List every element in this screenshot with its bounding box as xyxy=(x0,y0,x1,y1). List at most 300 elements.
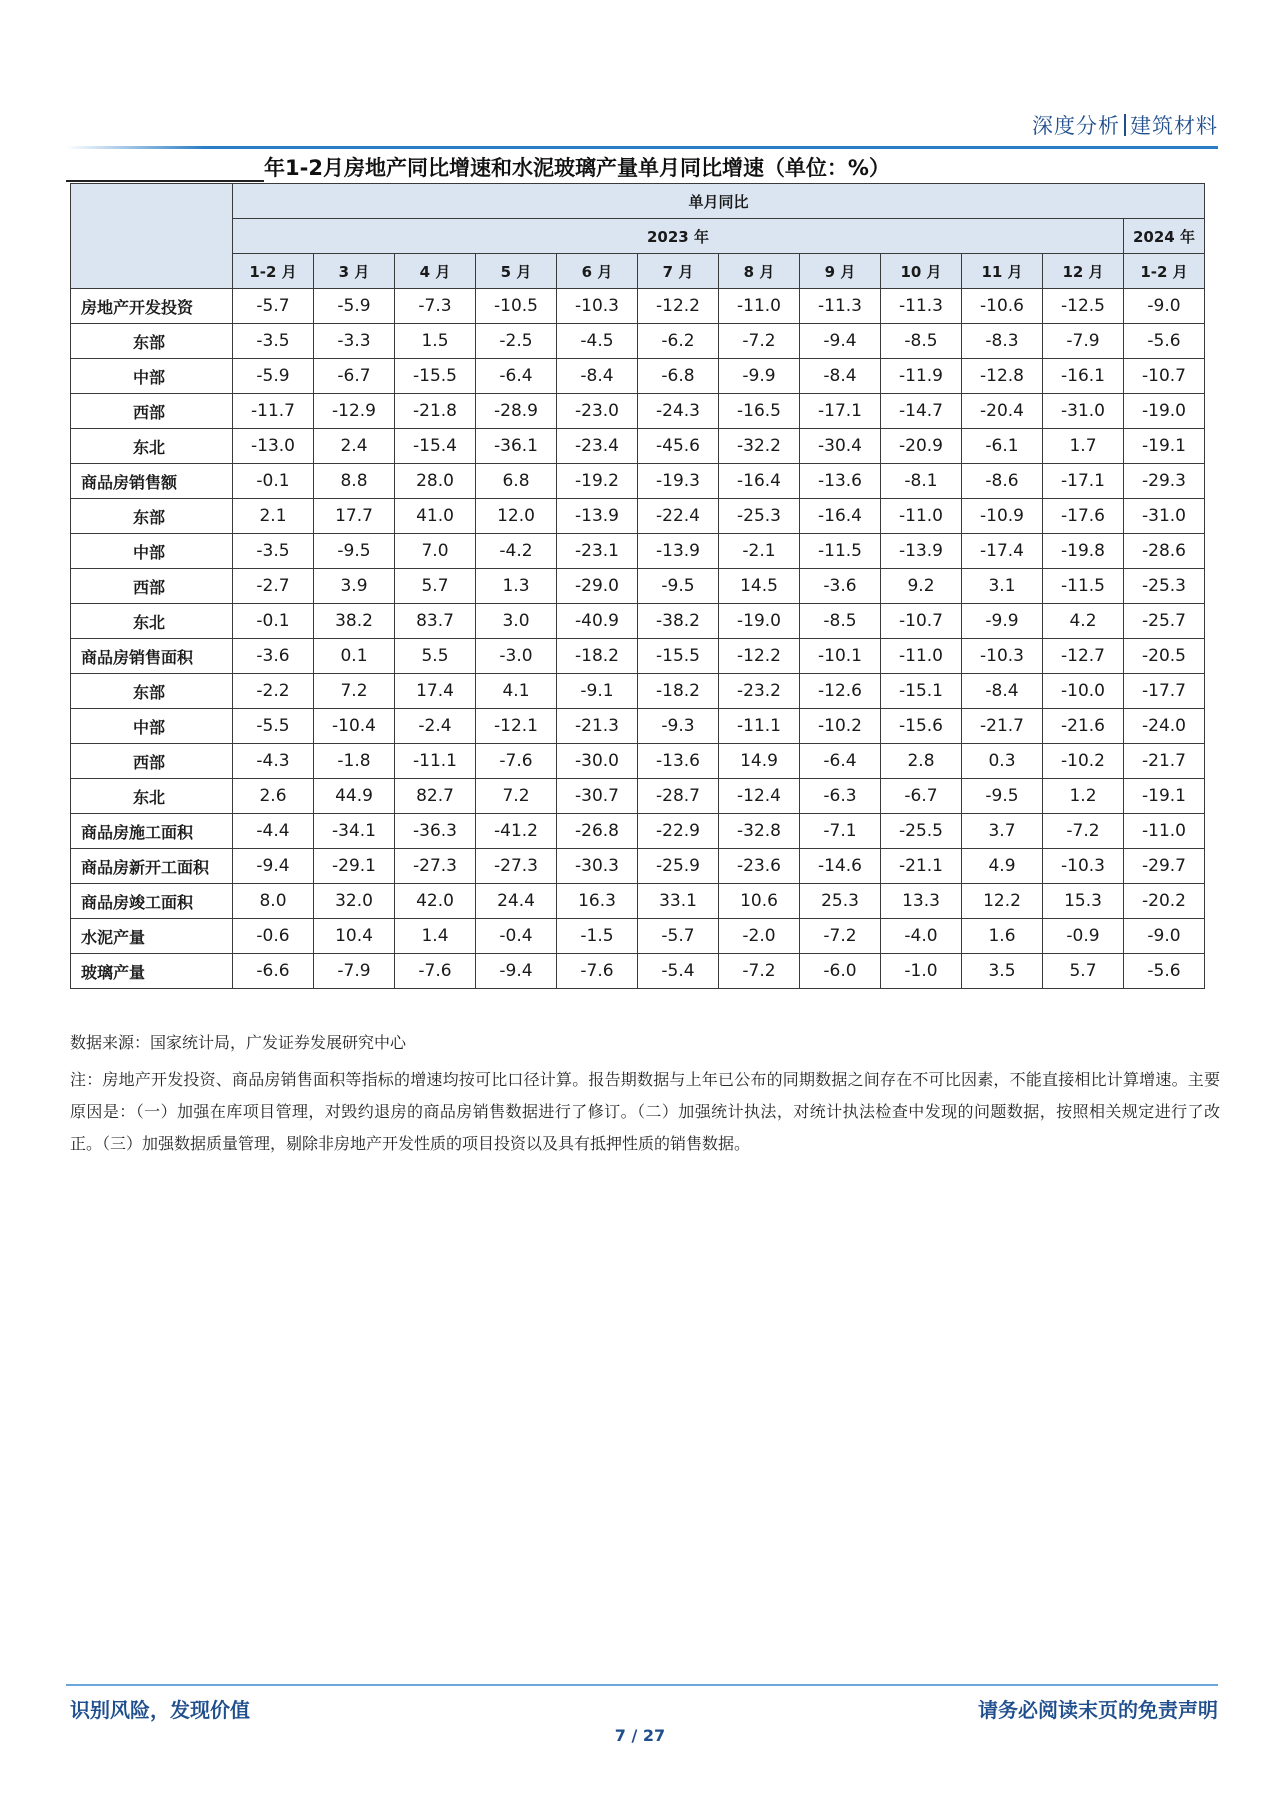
table-caption: 年1-2月房地产同比增速和水泥玻璃产量单月同比增速（单位：%） xyxy=(264,156,890,180)
value-cell: 5.7 xyxy=(1043,954,1124,989)
value-cell: -9.4 xyxy=(233,849,314,884)
value-cell: -11.0 xyxy=(719,289,800,324)
row-label: 西部 xyxy=(71,394,233,429)
header-divider xyxy=(1124,114,1126,136)
value-cell: -10.3 xyxy=(1043,849,1124,884)
value-cell: -9.4 xyxy=(800,324,881,359)
value-cell: -19.1 xyxy=(1124,779,1205,814)
value-cell: -30.4 xyxy=(800,429,881,464)
value-cell: -31.0 xyxy=(1043,394,1124,429)
value-cell: 9.2 xyxy=(881,569,962,604)
value-cell: -16.4 xyxy=(800,499,881,534)
value-cell: -6.4 xyxy=(800,744,881,779)
value-cell: 28.0 xyxy=(395,464,476,499)
table-row xyxy=(71,464,1205,499)
value-cell: -9.9 xyxy=(719,359,800,394)
value-cell: -2.1 xyxy=(719,534,800,569)
value-cell: -7.6 xyxy=(395,954,476,989)
value-cell: -11.1 xyxy=(395,744,476,779)
corner-cell xyxy=(71,184,233,289)
value-cell: -19.0 xyxy=(1124,394,1205,429)
value-cell: -12.4 xyxy=(719,779,800,814)
header-sector: 建筑材料 xyxy=(1130,114,1218,138)
footer-disclaimer: 请务必阅读末页的免责声明 xyxy=(978,1698,1218,1722)
value-cell: -12.7 xyxy=(1043,639,1124,674)
value-cell: -31.0 xyxy=(1124,499,1205,534)
row-label: 商品房竣工面积 xyxy=(71,884,233,919)
value-cell: -29.1 xyxy=(314,849,395,884)
value-cell: -21.6 xyxy=(1043,709,1124,744)
value-cell: 4.9 xyxy=(962,849,1043,884)
month-header: 7 月 xyxy=(638,254,719,289)
value-cell: -3.0 xyxy=(476,639,557,674)
value-cell: -8.6 xyxy=(962,464,1043,499)
value-cell: -7.9 xyxy=(314,954,395,989)
value-cell: -6.8 xyxy=(638,359,719,394)
row-label: 中部 xyxy=(71,534,233,569)
value-cell: -26.8 xyxy=(557,814,638,849)
value-cell: -5.4 xyxy=(638,954,719,989)
footer-slogan: 识别风险，发现价值 xyxy=(70,1698,250,1722)
table-row xyxy=(71,849,1205,884)
value-cell: -27.3 xyxy=(395,849,476,884)
value-cell: -11.3 xyxy=(881,289,962,324)
value-cell: -12.8 xyxy=(962,359,1043,394)
value-cell: 2.4 xyxy=(314,429,395,464)
value-cell: -7.1 xyxy=(800,814,881,849)
value-cell: -9.4 xyxy=(476,954,557,989)
value-cell: -23.1 xyxy=(557,534,638,569)
value-cell: -29.3 xyxy=(1124,464,1205,499)
month-header: 1-2 月 xyxy=(233,254,314,289)
value-cell: -11.5 xyxy=(1043,569,1124,604)
value-cell: -13.6 xyxy=(638,744,719,779)
row-label: 东部 xyxy=(71,674,233,709)
value-cell: -10.4 xyxy=(314,709,395,744)
value-cell: -15.5 xyxy=(638,639,719,674)
value-cell: -9.5 xyxy=(962,779,1043,814)
value-cell: -6.1 xyxy=(962,429,1043,464)
table-row xyxy=(71,709,1205,744)
value-cell: 82.7 xyxy=(395,779,476,814)
value-cell: -14.7 xyxy=(881,394,962,429)
value-cell: -28.9 xyxy=(476,394,557,429)
value-cell: -25.3 xyxy=(719,499,800,534)
value-cell: -30.0 xyxy=(557,744,638,779)
value-cell: -10.0 xyxy=(1043,674,1124,709)
value-cell: -32.8 xyxy=(719,814,800,849)
value-cell: -4.2 xyxy=(476,534,557,569)
value-cell: -10.7 xyxy=(1124,359,1205,394)
value-cell: -21.8 xyxy=(395,394,476,429)
month-header: 12 月 xyxy=(1043,254,1124,289)
value-cell: -27.3 xyxy=(476,849,557,884)
month-header: 10 月 xyxy=(881,254,962,289)
row-label: 中部 xyxy=(71,359,233,394)
value-cell: -29.7 xyxy=(1124,849,1205,884)
value-cell: -6.0 xyxy=(800,954,881,989)
table-row xyxy=(71,359,1205,394)
value-cell: -29.0 xyxy=(557,569,638,604)
value-cell: -11.0 xyxy=(881,499,962,534)
value-cell: -7.9 xyxy=(1043,324,1124,359)
page-number: 7 / 27 xyxy=(614,1726,666,1745)
value-cell: 15.3 xyxy=(1043,884,1124,919)
value-cell: -4.0 xyxy=(881,919,962,954)
year-2024-header: 2024 年 xyxy=(1124,219,1205,254)
value-cell: -17.1 xyxy=(800,394,881,429)
value-cell: 24.4 xyxy=(476,884,557,919)
value-cell: 42.0 xyxy=(395,884,476,919)
row-label: 商品房销售面积 xyxy=(71,639,233,674)
value-cell: 2.6 xyxy=(233,779,314,814)
value-cell: -12.2 xyxy=(638,289,719,324)
value-cell: 8.8 xyxy=(314,464,395,499)
value-cell: 3.5 xyxy=(962,954,1043,989)
header-category: 深度分析 xyxy=(1032,114,1120,138)
value-cell: 12.0 xyxy=(476,499,557,534)
value-cell: -12.1 xyxy=(476,709,557,744)
value-cell: -25.3 xyxy=(1124,569,1205,604)
value-cell: -0.6 xyxy=(233,919,314,954)
value-cell: -15.4 xyxy=(395,429,476,464)
value-cell: -38.2 xyxy=(638,604,719,639)
value-cell: -9.9 xyxy=(962,604,1043,639)
value-cell: -10.3 xyxy=(962,639,1043,674)
value-cell: -24.0 xyxy=(1124,709,1205,744)
month-header: 8 月 xyxy=(719,254,800,289)
value-cell: -19.0 xyxy=(719,604,800,639)
value-cell: -8.5 xyxy=(800,604,881,639)
table-note: 注：房地产开发投资、商品房销售面积等指标的增速均按可比口径计算。报告期数据与上年已公布的同期数据之间存在不可比因素，不能直接相比计算增速。主要原因是：（一）加强在库项目管理，对毁约退房的商品房销售数据进行了修订。（二）加强统计执法，对统计执法检查中发现的问题数据，按照相关规定进行了改正。（三）加强数据质量管理，剔除非房地产开发性质的项目投资以及具有抵押性质的销售数据。 xyxy=(70,1070,1220,1153)
value-cell: -2.7 xyxy=(233,569,314,604)
value-cell: 1.6 xyxy=(962,919,1043,954)
value-cell: -8.4 xyxy=(800,359,881,394)
value-cell: -23.4 xyxy=(557,429,638,464)
value-cell: -8.4 xyxy=(557,359,638,394)
value-cell: -15.6 xyxy=(881,709,962,744)
value-cell: -17.7 xyxy=(1124,674,1205,709)
value-cell: -5.6 xyxy=(1124,324,1205,359)
value-cell: -11.0 xyxy=(881,639,962,674)
value-cell: -7.2 xyxy=(719,954,800,989)
value-cell: -11.5 xyxy=(800,534,881,569)
value-cell: -10.3 xyxy=(557,289,638,324)
row-label: 西部 xyxy=(71,569,233,604)
month-header: 5 月 xyxy=(476,254,557,289)
value-cell: -10.6 xyxy=(962,289,1043,324)
value-cell: -13.0 xyxy=(233,429,314,464)
value-cell: 0.1 xyxy=(314,639,395,674)
value-cell: -21.7 xyxy=(962,709,1043,744)
value-cell: -6.7 xyxy=(881,779,962,814)
value-cell: 7.2 xyxy=(476,779,557,814)
value-cell: -11.1 xyxy=(719,709,800,744)
table-row xyxy=(71,639,1205,674)
value-cell: -17.6 xyxy=(1043,499,1124,534)
value-cell: 41.0 xyxy=(395,499,476,534)
footer-rule xyxy=(66,1684,1218,1686)
value-cell: -9.0 xyxy=(1124,919,1205,954)
value-cell: -8.5 xyxy=(881,324,962,359)
report-header xyxy=(1032,110,1218,140)
table-row xyxy=(71,919,1205,954)
value-cell: 1.7 xyxy=(1043,429,1124,464)
value-cell: -19.3 xyxy=(638,464,719,499)
row-label: 东北 xyxy=(71,429,233,464)
row-label: 商品房销售额 xyxy=(71,464,233,499)
value-cell: 7.0 xyxy=(395,534,476,569)
table-row xyxy=(71,534,1205,569)
value-cell: -2.2 xyxy=(233,674,314,709)
value-cell: -6.6 xyxy=(233,954,314,989)
row-label: 商品房施工面积 xyxy=(71,814,233,849)
value-cell: -12.6 xyxy=(800,674,881,709)
table-row xyxy=(71,394,1205,429)
row-label: 东部 xyxy=(71,324,233,359)
value-cell: -28.6 xyxy=(1124,534,1205,569)
value-cell: -7.3 xyxy=(395,289,476,324)
value-cell: -22.9 xyxy=(638,814,719,849)
value-cell: -3.5 xyxy=(233,324,314,359)
value-cell: -12.2 xyxy=(719,639,800,674)
data-source: 数据来源：国家统计局，广发证券发展研究中心 xyxy=(70,1033,407,1052)
value-cell: 44.9 xyxy=(314,779,395,814)
row-label: 商品房新开工面积 xyxy=(71,849,233,884)
value-cell: -16.5 xyxy=(719,394,800,429)
table-row xyxy=(71,604,1205,639)
row-label: 水泥产量 xyxy=(71,919,233,954)
value-cell: -45.6 xyxy=(638,429,719,464)
value-cell: 2.8 xyxy=(881,744,962,779)
value-cell: -28.7 xyxy=(638,779,719,814)
value-cell: -18.2 xyxy=(638,674,719,709)
value-cell: -8.3 xyxy=(962,324,1043,359)
value-cell: -9.3 xyxy=(638,709,719,744)
row-label: 东北 xyxy=(71,604,233,639)
value-cell: -6.7 xyxy=(314,359,395,394)
data-table xyxy=(70,183,1205,989)
month-header: 11 月 xyxy=(962,254,1043,289)
value-cell: 8.0 xyxy=(233,884,314,919)
value-cell: -16.4 xyxy=(719,464,800,499)
value-cell: -25.7 xyxy=(1124,604,1205,639)
value-cell: 12.2 xyxy=(962,884,1043,919)
table-row xyxy=(71,954,1205,989)
value-cell: -11.9 xyxy=(881,359,962,394)
value-cell: -20.9 xyxy=(881,429,962,464)
value-cell: -10.5 xyxy=(476,289,557,324)
value-cell: -34.1 xyxy=(314,814,395,849)
value-cell: -5.5 xyxy=(233,709,314,744)
value-cell: -7.2 xyxy=(1043,814,1124,849)
top-header: 单月同比 xyxy=(233,184,1205,219)
value-cell: -3.6 xyxy=(233,639,314,674)
value-cell: -11.0 xyxy=(1124,814,1205,849)
value-cell: -32.2 xyxy=(719,429,800,464)
value-cell: -23.6 xyxy=(719,849,800,884)
row-label: 东部 xyxy=(71,499,233,534)
value-cell: -6.2 xyxy=(638,324,719,359)
value-cell: -5.9 xyxy=(314,289,395,324)
month-header-row xyxy=(71,254,1205,289)
value-cell: -23.2 xyxy=(719,674,800,709)
value-cell: -30.3 xyxy=(557,849,638,884)
value-cell: -6.3 xyxy=(800,779,881,814)
value-cell: -13.9 xyxy=(881,534,962,569)
value-cell: 17.7 xyxy=(314,499,395,534)
value-cell: 5.7 xyxy=(395,569,476,604)
value-cell: -7.6 xyxy=(476,744,557,779)
value-cell: -1.5 xyxy=(557,919,638,954)
value-cell: -24.3 xyxy=(638,394,719,429)
value-cell: -0.1 xyxy=(233,604,314,639)
value-cell: 33.1 xyxy=(638,884,719,919)
month-header: 1-2 月 xyxy=(1124,254,1205,289)
value-cell: -14.6 xyxy=(800,849,881,884)
value-cell: -0.4 xyxy=(476,919,557,954)
value-cell: -13.9 xyxy=(557,499,638,534)
row-label: 西部 xyxy=(71,744,233,779)
value-cell: -1.8 xyxy=(314,744,395,779)
value-cell: 25.3 xyxy=(800,884,881,919)
value-cell: 5.5 xyxy=(395,639,476,674)
value-cell: 1.4 xyxy=(395,919,476,954)
value-cell: -4.4 xyxy=(233,814,314,849)
table-row xyxy=(71,324,1205,359)
year-2023-header: 2023 年 xyxy=(233,219,1124,254)
value-cell: -11.7 xyxy=(233,394,314,429)
value-cell: -5.9 xyxy=(233,359,314,394)
value-cell: -2.0 xyxy=(719,919,800,954)
value-cell: 3.9 xyxy=(314,569,395,604)
value-cell: -9.5 xyxy=(314,534,395,569)
caption-rule xyxy=(66,180,264,182)
value-cell: -7.2 xyxy=(719,324,800,359)
value-cell: 32.0 xyxy=(314,884,395,919)
value-cell: -23.0 xyxy=(557,394,638,429)
value-cell: -4.3 xyxy=(233,744,314,779)
value-cell: -36.1 xyxy=(476,429,557,464)
table-row xyxy=(71,814,1205,849)
value-cell: -11.3 xyxy=(800,289,881,324)
value-cell: -19.2 xyxy=(557,464,638,499)
value-cell: -21.7 xyxy=(1124,744,1205,779)
value-cell: -8.1 xyxy=(881,464,962,499)
value-cell: -25.9 xyxy=(638,849,719,884)
value-cell: 7.2 xyxy=(314,674,395,709)
value-cell: -25.5 xyxy=(881,814,962,849)
value-cell: -10.2 xyxy=(1043,744,1124,779)
value-cell: -9.0 xyxy=(1124,289,1205,324)
value-cell: -0.1 xyxy=(233,464,314,499)
value-cell: -3.6 xyxy=(800,569,881,604)
value-cell: -19.8 xyxy=(1043,534,1124,569)
value-cell: -10.1 xyxy=(800,639,881,674)
value-cell: -15.5 xyxy=(395,359,476,394)
value-cell: -10.7 xyxy=(881,604,962,639)
value-cell: 6.8 xyxy=(476,464,557,499)
value-cell: -20.2 xyxy=(1124,884,1205,919)
value-cell: -18.2 xyxy=(557,639,638,674)
value-cell: -5.6 xyxy=(1124,954,1205,989)
value-cell: 1.2 xyxy=(1043,779,1124,814)
value-cell: 14.9 xyxy=(719,744,800,779)
value-cell: 83.7 xyxy=(395,604,476,639)
value-cell: -0.9 xyxy=(1043,919,1124,954)
value-cell: -16.1 xyxy=(1043,359,1124,394)
value-cell: -10.9 xyxy=(962,499,1043,534)
value-cell: 13.3 xyxy=(881,884,962,919)
value-cell: 4.1 xyxy=(476,674,557,709)
value-cell: -15.1 xyxy=(881,674,962,709)
value-cell: -3.5 xyxy=(233,534,314,569)
value-cell: 2.1 xyxy=(233,499,314,534)
table-row xyxy=(71,429,1205,464)
value-cell: 1.3 xyxy=(476,569,557,604)
value-cell: -36.3 xyxy=(395,814,476,849)
value-cell: 17.4 xyxy=(395,674,476,709)
value-cell: 3.0 xyxy=(476,604,557,639)
value-cell: -22.4 xyxy=(638,499,719,534)
value-cell: 3.7 xyxy=(962,814,1043,849)
value-cell: -9.5 xyxy=(638,569,719,604)
value-cell: -5.7 xyxy=(638,919,719,954)
table-row xyxy=(71,674,1205,709)
value-cell: -7.2 xyxy=(800,919,881,954)
row-label: 玻璃产量 xyxy=(71,954,233,989)
value-cell: -17.4 xyxy=(962,534,1043,569)
table-row xyxy=(71,884,1205,919)
value-cell: 1.5 xyxy=(395,324,476,359)
month-header: 9 月 xyxy=(800,254,881,289)
value-cell: -9.1 xyxy=(557,674,638,709)
value-cell: 38.2 xyxy=(314,604,395,639)
table-row xyxy=(71,779,1205,814)
value-cell: -40.9 xyxy=(557,604,638,639)
value-cell: -12.9 xyxy=(314,394,395,429)
value-cell: -41.2 xyxy=(476,814,557,849)
value-cell: -13.6 xyxy=(800,464,881,499)
value-cell: -19.1 xyxy=(1124,429,1205,464)
value-cell: -12.5 xyxy=(1043,289,1124,324)
value-cell: -6.4 xyxy=(476,359,557,394)
value-cell: -30.7 xyxy=(557,779,638,814)
table-body xyxy=(71,289,1205,989)
row-label: 中部 xyxy=(71,709,233,744)
row-label: 东北 xyxy=(71,779,233,814)
table-row xyxy=(71,569,1205,604)
value-cell: -2.4 xyxy=(395,709,476,744)
value-cell: -20.4 xyxy=(962,394,1043,429)
month-header: 6 月 xyxy=(557,254,638,289)
value-cell: -3.3 xyxy=(314,324,395,359)
month-header: 3 月 xyxy=(314,254,395,289)
value-cell: -17.1 xyxy=(1043,464,1124,499)
table-row xyxy=(71,499,1205,534)
value-cell: -20.5 xyxy=(1124,639,1205,674)
value-cell: 3.1 xyxy=(962,569,1043,604)
value-cell: -7.6 xyxy=(557,954,638,989)
month-header: 4 月 xyxy=(395,254,476,289)
value-cell: 4.2 xyxy=(1043,604,1124,639)
value-cell: -10.2 xyxy=(800,709,881,744)
table-row xyxy=(71,289,1205,324)
value-cell: 14.5 xyxy=(719,569,800,604)
value-cell: 16.3 xyxy=(557,884,638,919)
value-cell: -21.1 xyxy=(881,849,962,884)
value-cell: -4.5 xyxy=(557,324,638,359)
